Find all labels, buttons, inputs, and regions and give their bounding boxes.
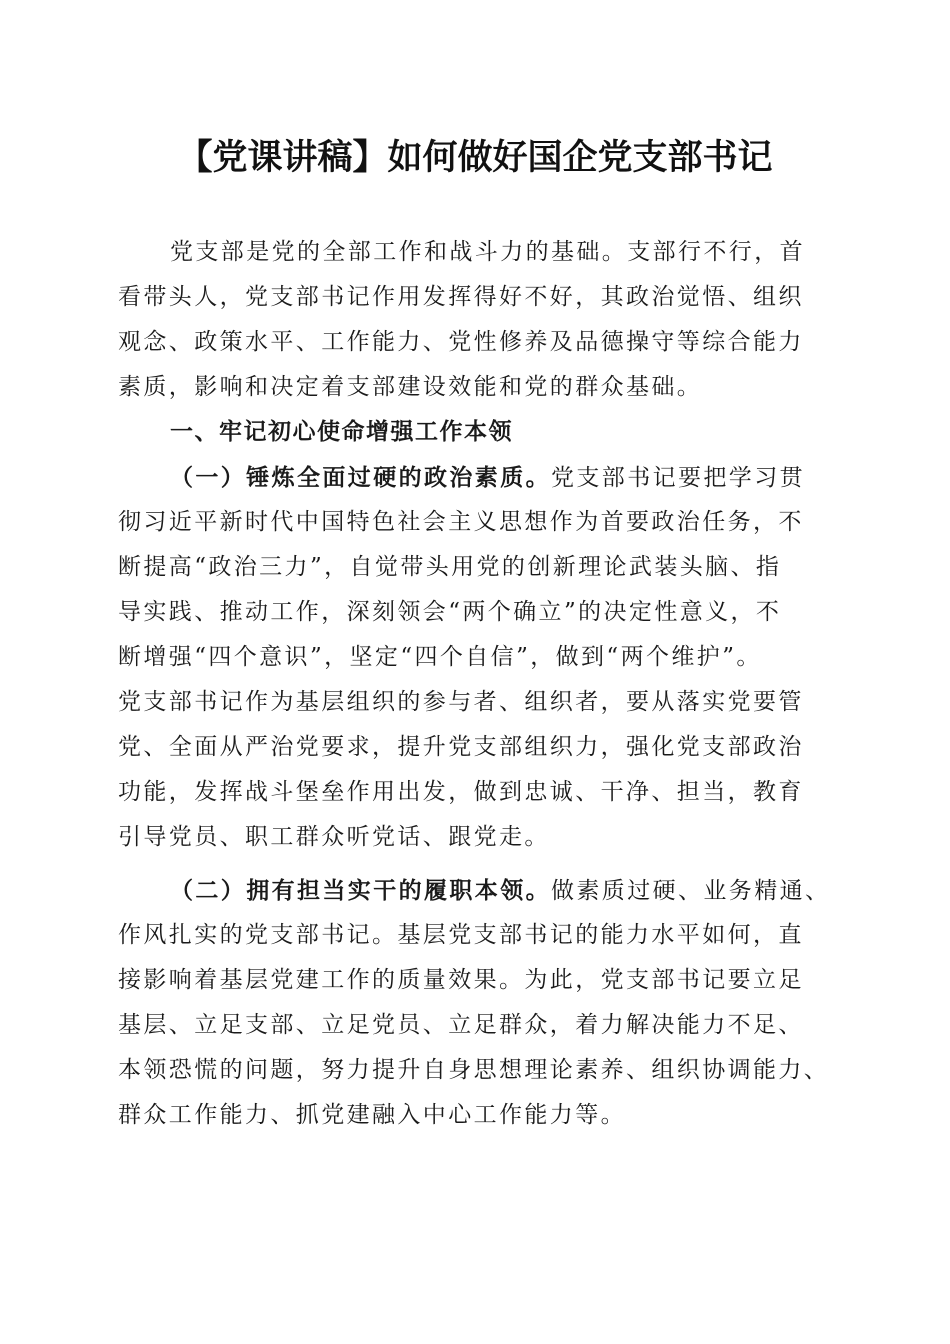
intro-paragraph [118,230,832,410]
document-title: 【党课讲稿】如何做好国企党支部书记 [177,138,773,178]
paragraph-gap [118,860,832,868]
paragraph-line: 引导党员、职工群众听党话、跟党走。 [118,824,550,850]
paragraph-line: 接影响着基层党建工作的质量效果。为此，党支部书记要立足 [118,967,804,993]
paragraph-line: 导实践、推动工作，深刻领会“两个确立”的决定性意义，不 [118,599,782,625]
paragraph-line: 本领恐慌的问题，努力提升自身思想理论素养、组织协调能力、 [118,1057,830,1083]
paragraph-duty-ability [118,868,832,1138]
paragraph-line: 党支部书记作为基层组织的参与者、组织者，要从落实党要管 [118,689,804,715]
document-body [118,230,832,1138]
paragraph-text: 党支部书记要把学习贯 [551,465,805,491]
intro-line: 看带头人，党支部书记作用发挥得好不好，其政治觉悟、组织 [118,284,804,310]
intro-line: 观念、政策水平、工作能力、党性修养及品德操守等综合能力 [118,329,804,355]
paragraph-line: 断增强“四个意识”，坚定“四个自信”，做到“两个维护”。 [118,644,762,670]
paragraph-line: 基层、立足支部、立足党员、立足群众，着力解决能力不足、 [118,1012,804,1038]
paragraph-line: 作风扎实的党支部书记。基层党支部书记的能力水平如何，直 [118,922,804,948]
paragraph-line: 党、全面从严治党要求，提升党支部组织力，强化党支部政治 [118,734,804,760]
subheading: （一）锤炼全面过硬的政治素质。 [170,464,551,491]
subheading: （二）拥有担当实干的履职本领。 [170,877,551,904]
paragraph-line: 群众工作能力、抓党建融入中心工作能力等。 [118,1102,626,1128]
paragraph-text: 做素质过硬、业务精通、 [551,878,831,904]
intro-line: 党支部是党的全部工作和战斗力的基础。支部行不行，首 [170,239,805,265]
paragraph-line: 彻习近平新时代中国特色社会主义思想作为首要政治任务，不 [118,509,804,535]
intro-line: 素质，影响和决定着支部建设效能和党的群众基础。 [118,374,703,400]
paragraph-first-line [118,868,832,913]
paragraph-political-quality [118,455,832,860]
section-heading: 一、牢记初心使命增强工作本领 [170,419,513,445]
paragraph-line: 断提高“政治三力”，自觉带头用党的创新理论武装头脑、指 [118,554,782,580]
paragraph-first-line [118,455,832,500]
paragraph-line: 功能，发挥战斗堡垒作用出发，做到忠诚、干净、担当，教育 [118,779,804,805]
